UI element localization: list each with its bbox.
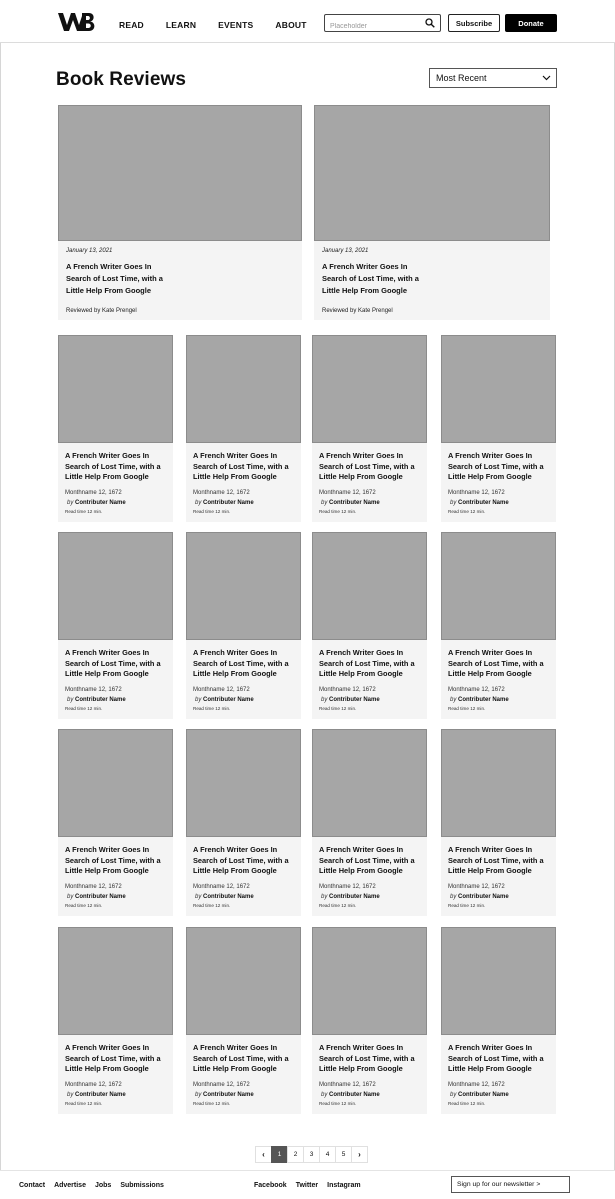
review-card-title[interactable]: A French Writer Goes In Search of Lost Time, with a Little Help From Google bbox=[65, 648, 161, 678]
review-card-title[interactable]: A French Writer Goes In Search of Lost Time, with a Little Help From Google bbox=[448, 845, 544, 875]
featured-review-image bbox=[58, 105, 302, 241]
review-card-date: Monthname 12, 1672 bbox=[448, 490, 505, 496]
footer-link-facebook[interactable]: Facebook bbox=[254, 1182, 287, 1189]
contributor-name[interactable]: Contributer Name bbox=[203, 500, 254, 506]
review-card-date: Monthname 12, 1672 bbox=[65, 1082, 122, 1088]
review-title[interactable]: A French Writer Goes In Search of Lost Time, with a Little Help From Google bbox=[66, 262, 163, 295]
newsletter-signup-label: Sign up for our newsletter > bbox=[457, 1181, 541, 1188]
review-card-image bbox=[58, 335, 173, 443]
review-card[interactable] bbox=[58, 532, 173, 719]
byline-prefix: by bbox=[450, 894, 457, 900]
review-card-image bbox=[441, 729, 556, 837]
review-card-byline bbox=[450, 894, 509, 900]
review-card[interactable] bbox=[186, 532, 301, 719]
read-time: Read time 12 min. bbox=[448, 903, 486, 908]
review-card-title[interactable]: A French Writer Goes In Search of Lost Time, with a Little Help From Google bbox=[193, 845, 289, 875]
byline-prefix: by bbox=[67, 894, 74, 900]
byline-prefix: by bbox=[321, 894, 328, 900]
pagination-page-3[interactable]: 3 bbox=[303, 1146, 320, 1163]
review-title[interactable]: A French Writer Goes In Search of Lost Time, with a Little Help From Google bbox=[322, 262, 419, 295]
review-card-byline bbox=[450, 697, 509, 703]
byline-prefix: by bbox=[67, 500, 74, 506]
review-card[interactable] bbox=[186, 927, 301, 1114]
review-card-image bbox=[58, 927, 173, 1035]
read-time: Read time 12 min. bbox=[65, 903, 103, 908]
read-time: Read time 12 min. bbox=[448, 1101, 486, 1106]
review-card-image bbox=[312, 927, 427, 1035]
read-time: Read time 12 min. bbox=[193, 1101, 231, 1106]
search-input[interactable] bbox=[325, 19, 420, 35]
byline-prefix: by bbox=[321, 1092, 328, 1098]
contributor-name[interactable]: Contributer Name bbox=[75, 500, 126, 506]
pagination-next-button[interactable]: › bbox=[351, 1146, 368, 1163]
subscribe-button[interactable]: Subscribe bbox=[448, 14, 500, 32]
review-card-title[interactable]: A French Writer Goes In Search of Lost Time, with a Little Help From Google bbox=[65, 845, 161, 875]
contributor-name[interactable]: Contributer Name bbox=[329, 894, 380, 900]
byline-prefix: by bbox=[67, 697, 74, 703]
nav-item-events[interactable]: EVENTS bbox=[218, 20, 254, 30]
newsletter-signup-button[interactable] bbox=[451, 1176, 570, 1193]
review-card-byline bbox=[195, 1092, 254, 1098]
contributor-name[interactable]: Contributer Name bbox=[458, 894, 509, 900]
byline-prefix: by bbox=[450, 697, 457, 703]
site-footer bbox=[0, 1170, 615, 1199]
contributor-name[interactable]: Contributer Name bbox=[203, 894, 254, 900]
review-card-date: Monthname 12, 1672 bbox=[193, 687, 250, 693]
read-time: Read time 12 min. bbox=[65, 1101, 103, 1106]
review-card-byline bbox=[450, 1092, 509, 1098]
sort-selected-value: Most Recent bbox=[436, 73, 487, 83]
review-card-date: Monthname 12, 1672 bbox=[448, 687, 505, 693]
contributor-name[interactable]: Contributer Name bbox=[458, 500, 509, 506]
featured-review-card[interactable] bbox=[58, 105, 302, 320]
review-card-date: Monthname 12, 1672 bbox=[65, 490, 122, 496]
pagination bbox=[256, 1146, 368, 1163]
review-card-date: Monthname 12, 1672 bbox=[319, 687, 376, 693]
pagination-page-4[interactable]: 4 bbox=[319, 1146, 336, 1163]
byline-prefix: by bbox=[195, 697, 202, 703]
review-date: January 13, 2021 bbox=[66, 248, 113, 254]
review-card[interactable] bbox=[58, 729, 173, 916]
review-card-byline bbox=[450, 500, 509, 506]
site-header bbox=[0, 0, 615, 43]
review-card-image bbox=[441, 927, 556, 1035]
byline-prefix: by bbox=[450, 500, 457, 506]
footer-link-twitter[interactable]: Twitter bbox=[295, 1182, 319, 1189]
review-card[interactable] bbox=[312, 532, 427, 719]
review-card-title[interactable]: A French Writer Goes In Search of Lost Time, with a Little Help From Google bbox=[319, 1043, 415, 1073]
review-card-title[interactable]: A French Writer Goes In Search of Lost Time, with a Little Help From Google bbox=[319, 845, 415, 875]
review-card[interactable] bbox=[441, 729, 556, 916]
review-card-date: Monthname 12, 1672 bbox=[65, 884, 122, 890]
review-card-image bbox=[186, 729, 301, 837]
reviewer-name: Reviewed by Kate Prengel bbox=[66, 308, 137, 314]
review-card-byline bbox=[67, 894, 126, 900]
review-card-image bbox=[186, 927, 301, 1035]
pagination-page-5[interactable]: 5 bbox=[335, 1146, 352, 1163]
review-card[interactable] bbox=[441, 927, 556, 1114]
main-nav bbox=[119, 20, 329, 30]
chevron-down-icon bbox=[542, 75, 551, 81]
search-icon[interactable] bbox=[425, 18, 435, 28]
read-time: Read time 12 min. bbox=[65, 509, 103, 514]
read-time: Read time 12 min. bbox=[319, 1101, 357, 1106]
footer-social-links bbox=[254, 1182, 370, 1189]
review-card-byline bbox=[321, 894, 380, 900]
review-card[interactable] bbox=[312, 927, 427, 1114]
review-card-byline bbox=[321, 500, 380, 506]
byline-prefix: by bbox=[321, 697, 328, 703]
review-card-title[interactable]: A French Writer Goes In Search of Lost Time, with a Little Help From Google bbox=[193, 648, 289, 678]
review-card[interactable] bbox=[441, 532, 556, 719]
review-card-byline bbox=[321, 697, 380, 703]
contributor-name[interactable]: Contributer Name bbox=[329, 697, 380, 703]
review-card[interactable] bbox=[312, 729, 427, 916]
footer-link-advertise[interactable]: Advertise bbox=[54, 1182, 86, 1189]
pagination-page-1[interactable]: 1 bbox=[271, 1146, 288, 1163]
review-card-title[interactable]: A French Writer Goes In Search of Lost Time, with a Little Help From Google bbox=[319, 451, 415, 481]
byline-prefix: by bbox=[195, 894, 202, 900]
review-card-byline bbox=[195, 697, 254, 703]
review-card-date: Monthname 12, 1672 bbox=[448, 1082, 505, 1088]
contributor-name[interactable]: Contributer Name bbox=[458, 1092, 509, 1098]
review-card-date: Monthname 12, 1672 bbox=[193, 1082, 250, 1088]
contributor-name[interactable]: Contributer Name bbox=[203, 1092, 254, 1098]
read-time: Read time 12 min. bbox=[448, 706, 486, 711]
review-card-image bbox=[186, 532, 301, 640]
footer-link-jobs[interactable]: Jobs bbox=[94, 1182, 112, 1189]
review-card[interactable] bbox=[186, 335, 301, 522]
review-card-title[interactable]: A French Writer Goes In Search of Lost Time, with a Little Help From Google bbox=[319, 648, 415, 678]
review-card-image bbox=[58, 729, 173, 837]
review-card-image bbox=[441, 335, 556, 443]
review-card-image bbox=[312, 532, 427, 640]
byline-prefix: by bbox=[195, 500, 202, 506]
review-card-byline bbox=[67, 500, 126, 506]
review-card-date: Monthname 12, 1672 bbox=[319, 1082, 376, 1088]
footer-links bbox=[19, 1182, 173, 1189]
review-card-date: Monthname 12, 1672 bbox=[448, 884, 505, 890]
review-card-byline bbox=[67, 1092, 126, 1098]
nav-item-read[interactable]: READ bbox=[119, 20, 144, 30]
review-card-date: Monthname 12, 1672 bbox=[193, 490, 250, 496]
sort-dropdown[interactable] bbox=[429, 68, 557, 88]
review-card-byline bbox=[195, 894, 254, 900]
review-card[interactable] bbox=[58, 927, 173, 1114]
byline-prefix: by bbox=[195, 1092, 202, 1098]
read-time: Read time 12 min. bbox=[319, 903, 357, 908]
review-card-date: Monthname 12, 1672 bbox=[193, 884, 250, 890]
review-card-title[interactable]: A French Writer Goes In Search of Lost Time, with a Little Help From Google bbox=[193, 451, 289, 481]
page-title: Book Reviews bbox=[56, 69, 187, 90]
byline-prefix: by bbox=[450, 1092, 457, 1098]
contributor-name[interactable]: Contributer Name bbox=[75, 697, 126, 703]
review-card[interactable] bbox=[58, 335, 173, 522]
read-time: Read time 12 min. bbox=[319, 706, 357, 711]
review-card-byline bbox=[321, 1092, 380, 1098]
featured-review-image bbox=[314, 105, 550, 241]
contributor-name[interactable]: Contributer Name bbox=[75, 894, 126, 900]
read-time: Read time 12 min. bbox=[193, 903, 231, 908]
nav-item-learn[interactable]: LEARN bbox=[165, 20, 197, 30]
review-card-image bbox=[441, 532, 556, 640]
review-card-image bbox=[312, 729, 427, 837]
review-card-date: Monthname 12, 1672 bbox=[319, 490, 376, 496]
review-card[interactable] bbox=[312, 335, 427, 522]
read-time: Read time 12 min. bbox=[319, 509, 357, 514]
pagination-page-2[interactable]: 2 bbox=[287, 1146, 304, 1163]
contributor-name[interactable]: Contributer Name bbox=[458, 697, 509, 703]
read-time: Read time 12 min. bbox=[448, 509, 486, 514]
contributor-name[interactable]: Contributer Name bbox=[329, 1092, 380, 1098]
review-card-date: Monthname 12, 1672 bbox=[65, 687, 122, 693]
review-card-title[interactable]: A French Writer Goes In Search of Lost Time, with a Little Help From Google bbox=[448, 451, 544, 481]
search-box bbox=[324, 14, 441, 32]
byline-prefix: by bbox=[321, 500, 328, 506]
review-card-byline bbox=[67, 697, 126, 703]
reviewer-name: Reviewed by Kate Prengel bbox=[322, 308, 393, 314]
pagination-prev-button[interactable]: ‹ bbox=[255, 1146, 272, 1163]
review-date: January 13, 2021 bbox=[322, 248, 369, 254]
byline-prefix: by bbox=[67, 1092, 74, 1098]
featured-review-card[interactable] bbox=[314, 105, 550, 320]
donate-button[interactable]: Donate bbox=[505, 14, 557, 32]
contributor-name[interactable]: Contributer Name bbox=[75, 1092, 126, 1098]
footer-link-instagram[interactable]: Instagram bbox=[327, 1182, 361, 1189]
review-card-title[interactable]: A French Writer Goes In Search of Lost Time, with a Little Help From Google bbox=[193, 1043, 289, 1073]
review-card-image bbox=[58, 532, 173, 640]
review-card-byline bbox=[195, 500, 254, 506]
review-card-image bbox=[186, 335, 301, 443]
review-card-title[interactable]: A French Writer Goes In Search of Lost Time, with a Little Help From Google bbox=[448, 1043, 544, 1073]
review-card-title[interactable]: A French Writer Goes In Search of Lost Time, with a Little Help From Google bbox=[65, 1043, 161, 1073]
review-card[interactable] bbox=[186, 729, 301, 916]
read-time: Read time 12 min. bbox=[193, 706, 231, 711]
review-card-title[interactable]: A French Writer Goes In Search of Lost Time, with a Little Help From Google bbox=[448, 648, 544, 678]
wb-logo-icon[interactable] bbox=[57, 11, 97, 33]
review-card-title[interactable]: A French Writer Goes In Search of Lost Time, with a Little Help From Google bbox=[65, 451, 161, 481]
review-card-image bbox=[312, 335, 427, 443]
review-card[interactable] bbox=[441, 335, 556, 522]
footer-link-contact[interactable]: Contact bbox=[19, 1182, 46, 1189]
contributor-name[interactable]: Contributer Name bbox=[329, 500, 380, 506]
review-card-date: Monthname 12, 1672 bbox=[319, 884, 376, 890]
read-time: Read time 12 min. bbox=[65, 706, 103, 711]
contributor-name[interactable]: Contributer Name bbox=[203, 697, 254, 703]
footer-link-submissions[interactable]: Submissions bbox=[120, 1182, 164, 1189]
nav-item-about[interactable]: ABOUT bbox=[275, 20, 307, 30]
read-time: Read time 12 min. bbox=[193, 509, 231, 514]
